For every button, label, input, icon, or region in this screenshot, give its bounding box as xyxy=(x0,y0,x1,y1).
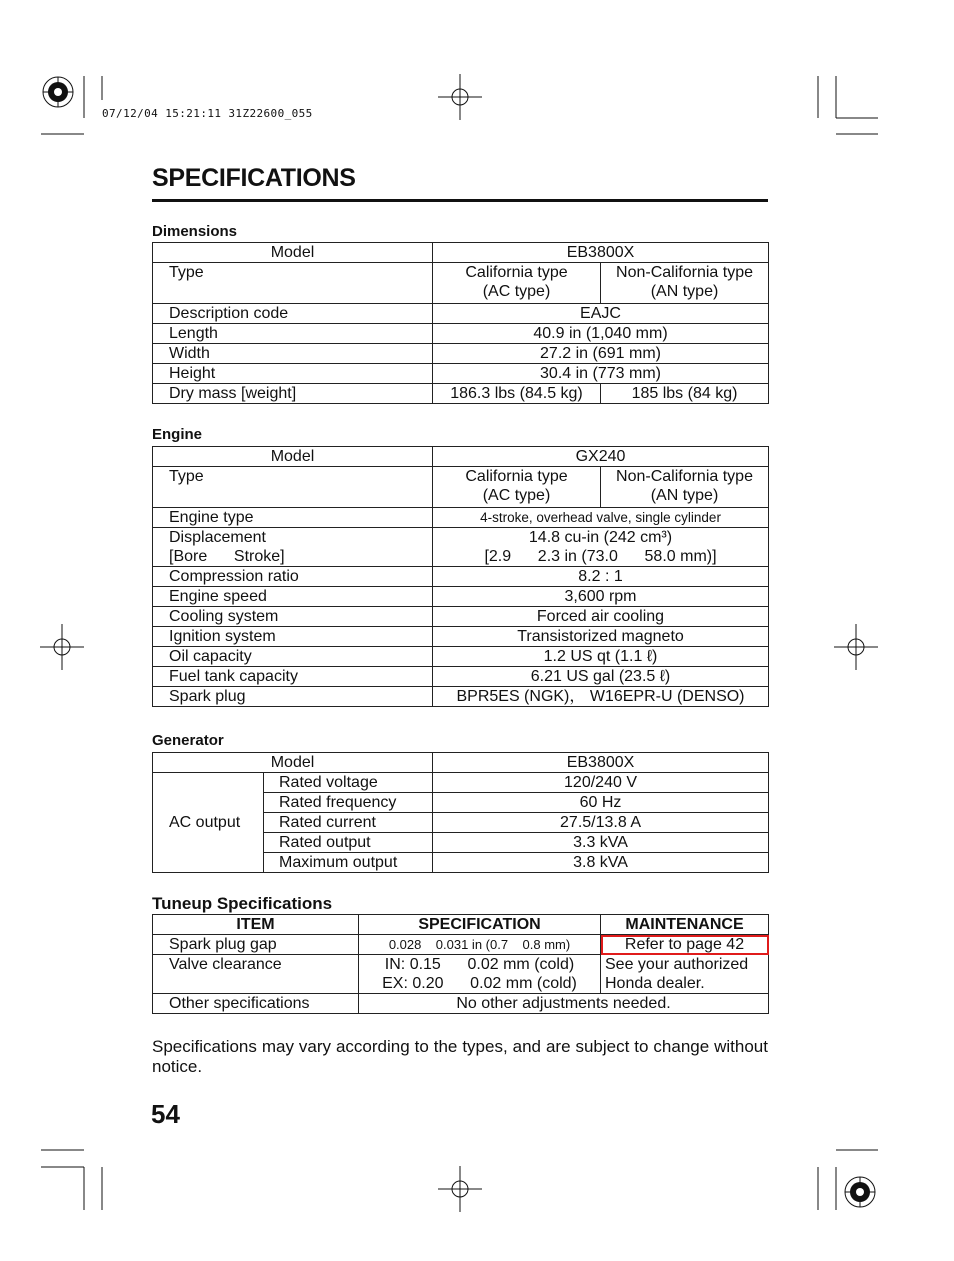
row-label: Fuel tank capacity xyxy=(153,667,433,687)
table-row xyxy=(153,627,769,647)
page-number: 54 xyxy=(151,1099,180,1129)
table-row xyxy=(153,508,769,528)
table-row xyxy=(153,447,769,467)
row-label: Maximum output xyxy=(264,853,433,873)
table-row xyxy=(153,384,769,404)
valve-clearance-maintenance: See your authorized Honda dealer. xyxy=(601,955,769,994)
row-label: Engine speed xyxy=(153,587,433,607)
crosshair-icon xyxy=(40,624,84,670)
engine-table xyxy=(152,446,769,707)
row-value: 120/240 V xyxy=(433,773,769,793)
spark-plug-gap-spec: 0.028 0.031 in (0.7 0.8 mm) xyxy=(359,935,601,955)
engine-type-value: 4-stroke, overhead valve, single cylinder xyxy=(433,508,769,528)
row-label: Width xyxy=(153,344,433,364)
row-value: Transistorized magneto xyxy=(433,627,769,647)
row-label: Height xyxy=(153,364,433,384)
spark-plug-gap-label: Spark plug gap xyxy=(153,935,359,955)
table-row xyxy=(153,344,769,364)
type-california: California type (AC type) xyxy=(433,263,601,304)
valve-clearance-spec: IN: 0.15 0.02 mm (cold) EX: 0.20 0.02 mm (cold) xyxy=(359,955,601,994)
row-label: Description code xyxy=(153,304,433,324)
model-value: GX240 xyxy=(433,447,769,467)
table-row xyxy=(153,994,769,1014)
column-header-item: ITEM xyxy=(153,915,359,935)
model-value: EB3800X xyxy=(433,243,769,263)
model-value: EB3800X xyxy=(433,753,769,773)
row-value: 1.2 US qt (1.1 ℓ) xyxy=(433,647,769,667)
row-label: Spark plug xyxy=(153,687,433,707)
column-header-maintenance: MAINTENANCE xyxy=(601,915,769,935)
table-row xyxy=(153,647,769,667)
table-row xyxy=(153,667,769,687)
model-label: Model xyxy=(153,753,433,773)
type-label: Type xyxy=(153,467,433,508)
row-value: 3,600 rpm xyxy=(433,587,769,607)
crosshair-icon xyxy=(438,1166,482,1212)
row-value: 27.5/13.8 A xyxy=(433,813,769,833)
row-value: 6.21 US gal (23.5 ℓ) xyxy=(433,667,769,687)
specifications-note: Specifications may vary according to the types, and are subject to change without notice. xyxy=(152,1037,768,1076)
row-value: 3.3 kVA xyxy=(433,833,769,853)
generator-table xyxy=(152,752,769,873)
type-non-california: Non-California type (AN type) xyxy=(601,467,769,508)
row-value: 60 Hz xyxy=(433,793,769,813)
dimensions-table xyxy=(152,242,769,404)
table-row xyxy=(153,567,769,587)
row-label: Cooling system xyxy=(153,607,433,627)
ac-output-label: AC output xyxy=(153,773,264,873)
table-row xyxy=(153,324,769,344)
table-row xyxy=(153,304,769,324)
table-row xyxy=(153,528,769,567)
table-row xyxy=(153,467,769,508)
row-value: BPR5ES (NGK)， W16EPR-U (DENSO) xyxy=(433,687,769,707)
table-row xyxy=(153,263,769,304)
tuneup-table xyxy=(152,914,769,1014)
row-value: Forced air cooling xyxy=(433,607,769,627)
generator-heading: Generator xyxy=(152,732,224,749)
row-label: Rated current xyxy=(264,813,433,833)
page-title: SPECIFICATIONS xyxy=(152,164,356,192)
table-row xyxy=(153,955,769,994)
type-label: Type xyxy=(153,263,433,304)
tuneup-heading: Tuneup Specifications xyxy=(152,894,333,913)
row-value: 3.8 kVA xyxy=(433,853,769,873)
row-label: Compression ratio xyxy=(153,567,433,587)
table-row xyxy=(153,687,769,707)
row-value: 8.2 : 1 xyxy=(433,567,769,587)
table-row xyxy=(153,753,769,773)
print-stamp: 07/12/04 15:21:11 31Z22600_055 xyxy=(102,107,313,120)
type-california: California type (AC type) xyxy=(433,467,601,508)
column-header-specification: SPECIFICATION xyxy=(359,915,601,935)
row-value: 40.9 in (1,040 mm) xyxy=(433,324,769,344)
dry-mass-label: Dry mass [weight] xyxy=(153,384,433,404)
row-value: EAJC xyxy=(433,304,769,324)
dimensions-heading: Dimensions xyxy=(152,223,238,240)
table-row xyxy=(153,935,769,955)
other-specifications-value: No other adjustments needed. xyxy=(359,994,769,1014)
displacement-label: Displacement [Bore Stroke] xyxy=(153,528,433,567)
row-value: 30.4 in (773 mm) xyxy=(433,364,769,384)
crop-marks-bottom-left xyxy=(41,1150,102,1210)
registration-target-icon xyxy=(43,77,73,107)
row-label: Oil capacity xyxy=(153,647,433,667)
other-specifications-label: Other specifications xyxy=(153,994,359,1014)
crosshair-icon xyxy=(834,624,878,670)
displacement-value: 14.8 cu-in (242 cm³) [2.9 2.3 in (73.0 58.0 mm)] xyxy=(433,528,769,567)
row-label: Rated frequency xyxy=(264,793,433,813)
engine-type-label: Engine type xyxy=(153,508,433,528)
crop-marks-top-right xyxy=(818,76,878,134)
registration-target-icon xyxy=(845,1177,875,1207)
row-value: 27.2 in (691 mm) xyxy=(433,344,769,364)
row-label: Rated voltage xyxy=(264,773,433,793)
row-label: Rated output xyxy=(264,833,433,853)
type-non-california: Non-California type (AN type) xyxy=(601,263,769,304)
dry-mass-california: 186.3 lbs (84.5 kg) xyxy=(433,384,601,404)
table-row xyxy=(153,364,769,384)
table-row xyxy=(153,773,769,793)
crosshair-icon xyxy=(438,74,482,120)
engine-heading: Engine xyxy=(152,426,203,443)
table-row xyxy=(153,243,769,263)
row-label: Ignition system xyxy=(153,627,433,647)
table-row xyxy=(153,587,769,607)
valve-clearance-label: Valve clearance xyxy=(153,955,359,994)
table-row xyxy=(153,915,769,935)
row-label: Length xyxy=(153,324,433,344)
model-label: Model xyxy=(153,447,433,467)
dry-mass-non-california: 185 lbs (84 kg) xyxy=(601,384,769,404)
model-label: Model xyxy=(153,243,433,263)
title-rule xyxy=(152,199,768,202)
page-reference-link[interactable]: Refer to page 42 xyxy=(601,935,769,955)
table-row xyxy=(153,607,769,627)
